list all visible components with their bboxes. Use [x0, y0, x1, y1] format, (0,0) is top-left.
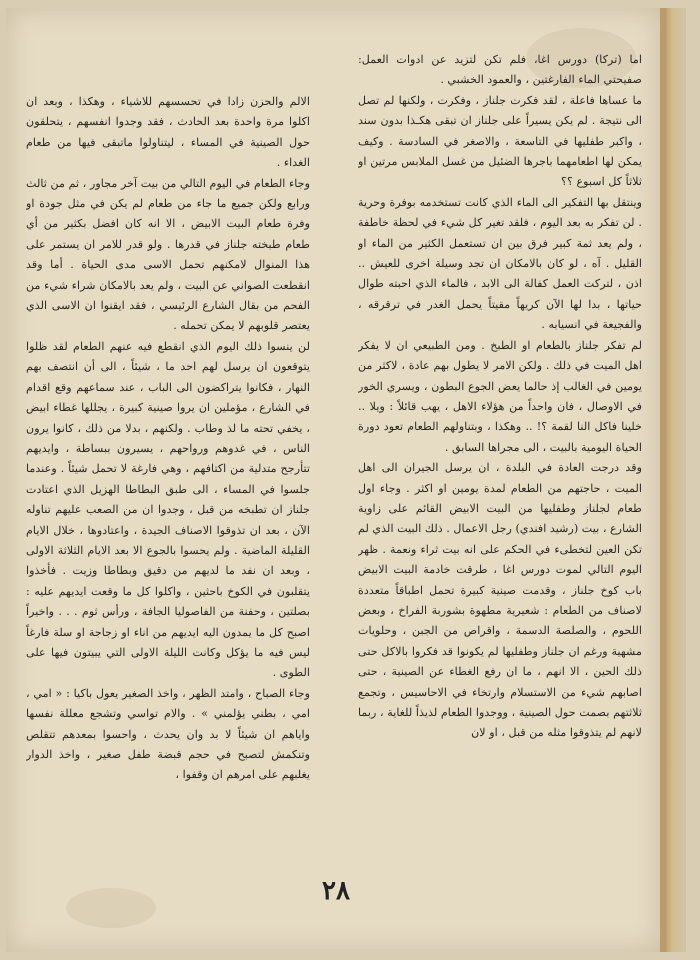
book-spine-edge: [664, 8, 686, 952]
paragraph: وينتقل بها التفكير الى الماء الذي كانت تستخدمه بوفرة وحرية . لن تفكر به بعد اليوم ، فلقد تغير كل شيء في لحظة خاطفة ، ولم يعد ثمة كبير فرق بين ان تستعمل الكثير من الماء او القليل . آه ، لو كان بالامكان ان تجد وسيلة اخرى للعيش .. اذن ، لتركت العمل كفالة الى الابد ، فالماء الذي احبته طوال حياتها ، بدا لها الآن كريهاً مقيتاً يحمل الغدر في ترقرقه ، والفجيعة في انسيابه .: [358, 195, 642, 332]
book-page: [6, 8, 666, 952]
text-column-right: [358, 50, 642, 870]
paragraph: ما عساها فاعلة ، لقد فكرت جلناز ، وفكرت ، ولكنها لم تصل الى نتيجة . لم يكن يسيراً على جلناز ان تبقى هكـذا بدون سند ، واكبر طفليها في التاسعة ، والاصغر في السادسة . وكيف يمكن لها اطعامهما باجرها الضئيل من غسل الملابس مرتين او ثلاثاً كل اسبوع ؟؟: [358, 93, 642, 189]
paragraph: وجاء الصباح ، وامتد الظهر ، واخذ الصغير يعول باكيا : « امي ، امي ، بطني يؤلمني » . والام تواسي وتشجع معللة نفسها واياهم ان شيئاً لا بد وان يحدث ، واحسوا بمعدهم تتقلص وتنكمش لتصبح في حجم قبضة طفل صغير ، واخذ الدوار يغلبهم على امرهم ان وقفوا ،: [26, 686, 310, 782]
paragraph: وجاء الطعام في اليوم التالي من بيت آخر مجاور ، ثم من ثالث ورابع ولكن جميع ما جاء من طعام لم يكن في مثل جودة او وفرة طعام البيت الابيض ، الا انه كان افضل بكثير من أي طعام طبخته جلناز في قدرها . ولو قدر للامر ان يستمر على هذا المنوال لامكنهم تحمل الاسى مدى الحياة . أما وقد انقطعت الصواني عن البيت ، ولم يعد بالامكان شراء شيء من الفحم من بقال الشارع الرئيسي ، فقد ايقنوا ان الاسى الذي يعتصر قلوبهم لا يمكن تحمله .: [26, 176, 310, 333]
paragraph: وقد درجت العادة في البلدة ، ان يرسل الجيران الى اهل الميت ، حاجتهم من الطعام لمدة يومين او اكثر . وجاء اول طعام لجلناز وطفليها من البيت الابيض القائم على زاوية الشارع ، بيت (رشيد افندي) رجل الاعمال . ذلك البيت الذي لم تكن العين لتخطىء في الحكم على انه بيت ثراء ونعمة . ظهر اليوم التالي لموت دورس اغا ، طرقت خادمة البيت الابيض باب كوخ جلناز ، وقدمت صينية كبيرة تحمل اطباقاً متعددة لاصناف من الطعام : شعيرية مطهوة بشوربة الفراخ ، وبعض اللحوم ، والصلصة الدسمة ، واقراص من الجبن ، وحلويات مشهية ورغم ان جلناز وطفليها لم يكونوا قد فكروا بالاكل حتى ذلك الحين ، الا انهم ، ما ان رفع الغطاء عن الصينية ، حتى اصابهم شيء من الاستسلام وارتخاء في الاحاسيس ، وتجمع ثلاثتهم بصمت حول الصينية ، ووجدوا الطعام لذيذاً للغاية ، ربما لانهم لم يتذوقوا مثله من قبل ، او لان: [358, 461, 642, 740]
paragraph: لن ينسوا ذلك اليوم الذي انقطع فيه عنهم الطعام لقد ظلوا يتوقعون ان يرسل لهم احد ما ، شيئاً ، الى أن انتصف بهم النهار ، فكانوا يتراكضون الى الباب ، عند سماعهم وقع اقدام في الشارع ، مؤملين ان يروا صينية كبيرة ، يجللها غطاء ابيض ، يخفي تحته ما لذ وطاب . ولكنهم ، بدلا من ذلك ، كانوا يرون الناس ، في غدوهم ورواحهم ، يسيرون ببساطة ، وايديهم تتأرجح متدلية من اكتافهم ، وهي فارغة لا تحمل شيئاً . وعندما جلسوا في المساء ، الى طبق البطاطا الهزيل الذي اعتادت جلناز ان تطبخه من قبل ، وجدوا ان من الصعب عليهم تناوله الآن ، بعد ان تذوقوا الاصناف الجيدة ، واعتادوها ، خلال الايام القليلة الماضية . ولم يحسوا بالجوع الا بعد الايام الثلاثة الاولى ، وبعد ان نفد ما لديهم من دقيق وبطاطا وزيت . فأخذوا يتقلبون في الكوخ باحثين ، واكلوا كل ما وقعت ايديهم عليه : بصلتين ، وحفنة من الفاصوليا الجافة ، ورأس ثوم . . . واخيراً اصبح كل ما يمدون اليه ايديهم من اناء او زجاجة او سلة فارغاً ليس فيه ما يؤكل وكانت الليلة الاولى التي يبيتون فيها على الطوى .: [26, 339, 310, 680]
text-column-left: [26, 92, 310, 912]
paragraph: الالم والحزن زادا في تحسسهم للاشياء ، وهكذا ، وبعد ان اكلوا مرة واحدة بعد الحادث ، فقد وجدوا انفسهم ، يتحلقون حول الصينية في المساء ، ليتناولوا ماتبقى فيها من طعام الغداء .: [26, 95, 310, 170]
paragraph: لم تفكر جلناز بالطعام او الطبخ . ومن الطبيعي ان لا يفكر اهل الميت في ذلك . ولكن الامر لا يطول بهم عادة ، لاكثر من يومين في الغالب إذ حالما يعض الجوع البطون ، ويسري الخور في الاوصال ، فان واحداً من هؤلاء الاهل ، يهب قائلاً : ويلا .. خلينا فاكل النا لقمة ؟! .. وهكذا ، وبتناولهم الطعام تعود دورة الحياة اليومية بالبيت ، الى مجراها السابق .: [358, 338, 642, 454]
page-number: ٢٨: [322, 876, 350, 906]
paragraph: اما (تركا) دورس اغا، فلم تكن لتزيد عن ادوات العمل: صفيحتي الماء الفارغتين ، والعمود الخشبي .: [358, 53, 642, 87]
